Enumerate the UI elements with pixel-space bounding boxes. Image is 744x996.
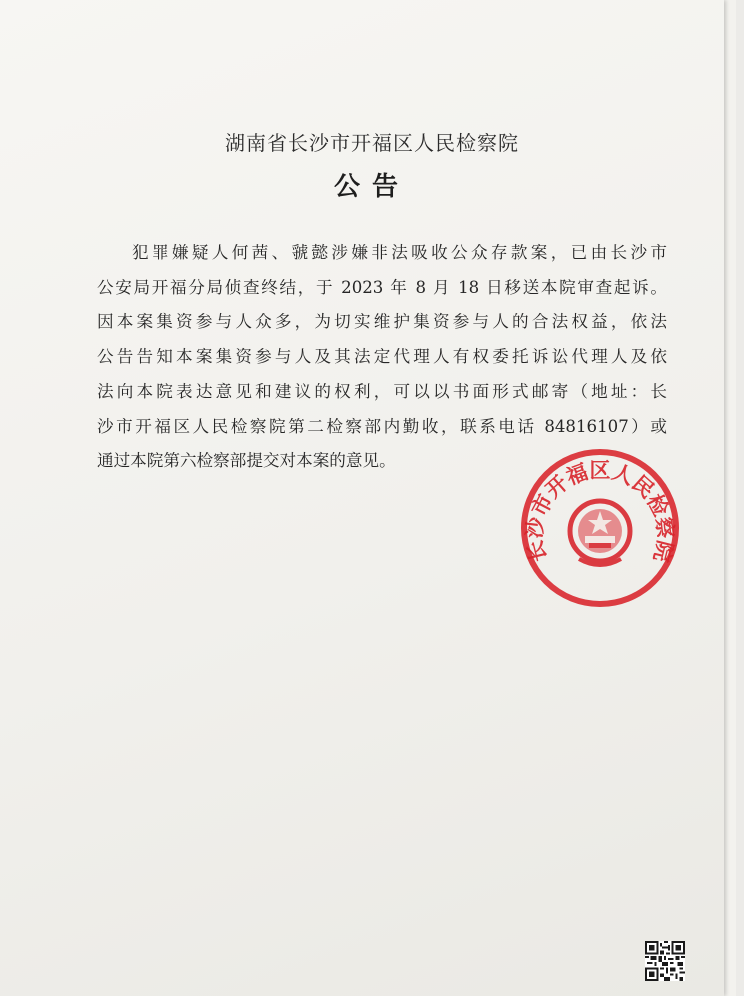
body-line: 因本案集资参与人众多，为切实维护集资参与人的合法权益，依法 (97, 312, 667, 332)
document-title: 公告 (333, 172, 410, 202)
official-seal-icon (519, 447, 681, 609)
body-line: 公安局开福分局侦查终结，于 2023 年 8 月 18 日移送本院审查起诉。 (97, 277, 667, 297)
organization-name: 湖南省长沙市开福区人民检察院 (225, 131, 519, 155)
body-line: 沙市开福区人民检察院第二检察部内勤收，联系电话 84816107）或 (97, 416, 667, 436)
body-line: 公告告知本案集资参与人及其法定代理人有权委托诉讼代理人及依 (97, 347, 667, 367)
body-line: 通过本院第六检察部提交对本案的意见。 (97, 451, 396, 471)
seal-text: 长沙市开福区人民检察院 (521, 457, 679, 565)
announcement-body (97, 236, 667, 479)
body-line: 犯罪嫌疑人何茜、虢懿涉嫌非法吸收公众存款案，已由长沙市 (132, 243, 667, 262)
qr-code-icon (645, 941, 685, 981)
body-line: 法向本院表达意见和建议的权利，可以以书面形式邮寄（地址：长 (97, 381, 667, 401)
